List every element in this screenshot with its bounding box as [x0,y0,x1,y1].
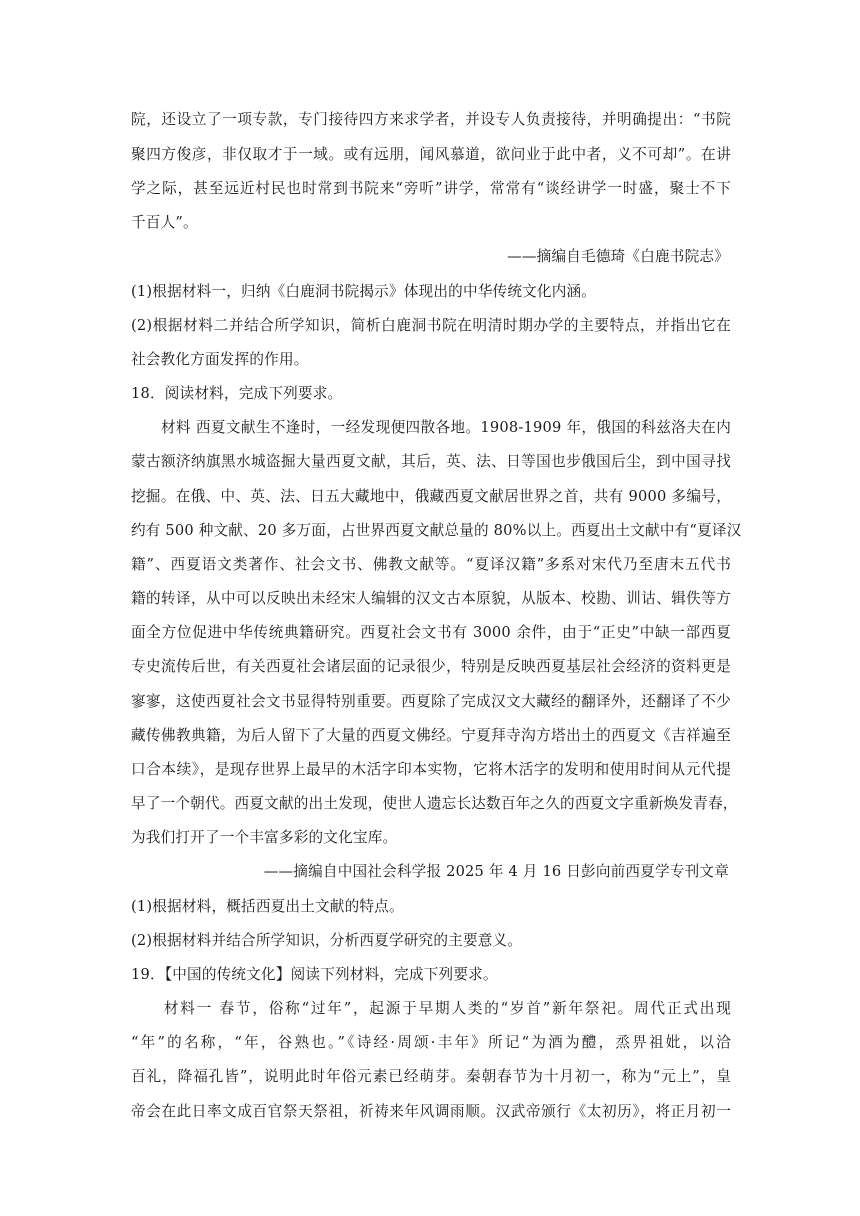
question-heading-19: 19．【中国的传统文化】阅读下列材料，完成下列要求。 [131,966,498,983]
material-text: 材料一 春节，俗称“过年”，起源于早期人类的“岁首”新年祭祀。周代正式出现 [131,1000,731,1017]
material-text: 寥寥，这使西夏社会文书显得特别重要。西夏除了完成汉文大藏经的翻译外，还翻译了不少 [131,693,731,710]
material-text: 材料 西夏文献生不逢时，一经发现便四散各地。1908-1909 年，俄国的科兹洛夫在内 [131,419,731,436]
text-line: 千百人”。 [131,214,198,231]
material-text: 帝会在此日率文成百官祭天祭祖，祈祷来年风调雨顺。汉武帝颁行《太初历》，将正月初一 [131,1103,731,1120]
material-text: 面全方位促进中华传统典籍研究。西夏社会文书有 3000 余件，由于“正史”中缺一部西夏 [131,624,731,641]
question-heading-18: 18．阅读材料，完成下列要求。 [131,385,343,402]
text-line: 学之际，甚至远近村民也时常到书院来“旁听”讲学，常常有“谈经讲学一时盛，聚士不下 [131,180,731,197]
question-2-cont: 社会教化方面发挥的作用。 [131,351,309,368]
material-text: 藏传佛教典籍，为后人留下了大量的西夏文佛经。宁夏拜寺沟方塔出土的西夏文《吉祥遍至 [131,727,731,744]
text-line: 聚四方俊彦，非仅取才于一域。或有远朋，闻风慕道，欲问业于此中者，义不可却”。在讲 [131,146,731,163]
material-text: 籍的转译，从中可以反映出未经宋人编辑的汉文古本原貌，从版本、校勘、训诂、辑佚等方 [131,590,731,607]
question-2: (2)根据材料并结合所学知识，分析西夏学研究的主要意义。 [131,932,523,949]
question-1: (1)根据材料，概括西夏出土文献的特点。 [131,898,404,915]
material-text: 挖掘。在俄、中、英、法、日五大藏地中，俄藏西夏文献居世界之首，共有 9000 多编号， [131,488,731,505]
material-text: 口合本续》，是现存世界上最早的木活字印本实物，它将木活字的发明和使用时间从元代提 [131,761,731,778]
source-citation: ——摘编自中国社会科学报 2025 年 4 月 16 日彭向前西夏学专刊文章 [263,863,729,880]
question-2: (2)根据材料二并结合所学知识，简析白鹿洞书院在明清时期办学的主要特点，并指出它在 [131,317,731,334]
material-text: 为我们打开了一个丰富多彩的文化宝库。 [131,829,398,846]
material-text: 约有 500 种文献、20 多万面，占世界西夏文献总量的 80%以上。西夏出土文献中有“夏译汉 [131,522,742,539]
material-text: “年”的名称，“年，谷熟也。”《诗经·周颂·丰年》所记“为酒为醴，烝畀祖妣，以洽 [131,1034,731,1051]
material-text: 籍”、西夏语文类著作、社会文书、佛教文献等。“夏译汉籍”多系对宋代乃至唐末五代书 [131,556,731,573]
question-1: (1)根据材料一，归纳《白鹿洞书院揭示》体现出的中华传统文化内涵。 [131,283,597,300]
material-text: 蒙古额济纳旗黑水城盗掘大量西夏文献，其后，英、法、日等国也步俄国后尘，到中国寻找 [131,453,731,470]
material-text: 专史流传后世，有关西夏社会诸层面的记录很少，特别是反映西夏基层社会经济的资料更是 [131,658,731,675]
source-citation: ——摘编自毛德琦《白鹿书院志》 [507,248,729,265]
material-text: 早了一个朝代。西夏文献的出土发现，使世人遗忘长达数百年之久的西夏文字重新焕发青春， [131,795,738,812]
text-line: 院，还设立了一项专款，专门接待四方来求学者，并设专人负责接待，并明确提出：“书院 [131,111,731,128]
material-text: 百礼，降福孔皆”，说明此时年俗元素已经萌芽。秦朝春节为十月初一，称为“元上”，皇 [131,1068,731,1085]
